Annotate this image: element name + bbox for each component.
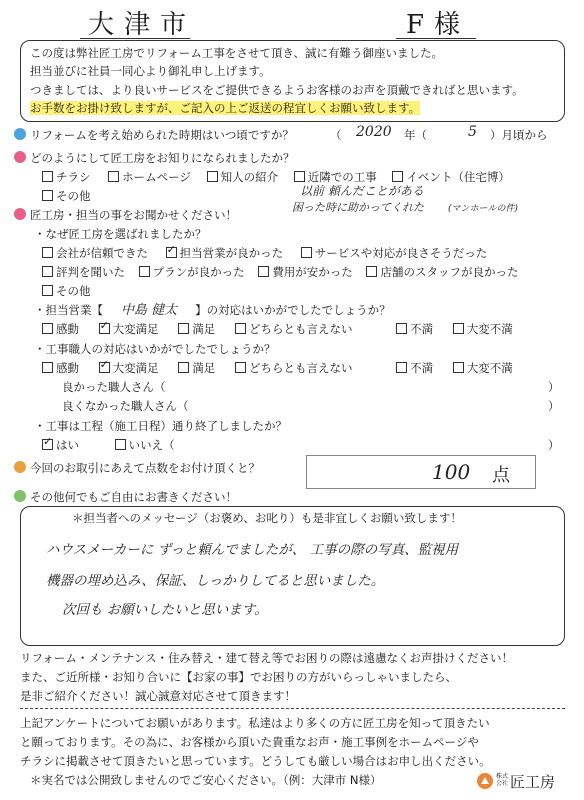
q2-option: イベント（住宅博） xyxy=(406,170,510,184)
customer-city: 大津市 xyxy=(88,10,197,40)
rating-label: 感動 xyxy=(56,322,79,336)
q3-schedule-question: ・工事は工程（施工日程）通り終了しましたか？ xyxy=(34,419,287,433)
checkbox[interactable] xyxy=(108,171,119,182)
score-unit: 点 xyxy=(492,465,510,486)
q2-option: チラシ xyxy=(56,170,91,184)
q3-text: 匠工房・担当の事をお聞かせください！ xyxy=(30,208,237,222)
question-4 xyxy=(14,461,260,475)
close-paren: ） xyxy=(548,399,560,413)
checkbox-checked[interactable] xyxy=(99,323,110,334)
flower-icon xyxy=(14,490,26,502)
rating-label: 感動 xyxy=(56,361,79,375)
q2-other xyxy=(42,189,91,203)
sales-pre: ・担当営業【 xyxy=(34,303,103,317)
checkbox-checked[interactable] xyxy=(166,247,177,258)
checkbox[interactable] xyxy=(42,266,53,277)
rating-label: どちらとも言えない xyxy=(248,361,353,375)
question-5 xyxy=(14,490,237,504)
checkbox[interactable] xyxy=(178,323,189,334)
q1-year-label: 年（ xyxy=(404,128,427,142)
flower-icon xyxy=(14,208,26,220)
checkbox[interactable] xyxy=(139,266,150,277)
comment-handwritten: ハウスメーカーに ずっと頼んでましたが、 工事の際の写真、監視用 xyxy=(46,542,459,558)
q2-other-label: その他 xyxy=(56,189,91,203)
checkbox[interactable] xyxy=(396,323,407,334)
close-paren: ） xyxy=(548,438,560,452)
flower-icon xyxy=(14,151,26,163)
comment-box-header: ＊担当者へのメッセージ（お褒め、お叱り）も是非宜しくお願い致します！ xyxy=(72,511,462,525)
intro-line: つきましては、より良いサービスをご提供できるようお客様のお声を頂戴できればと思います。 xyxy=(30,83,524,97)
rating-label: 大変不満 xyxy=(466,361,513,375)
q2-handwritten: 困った時に助かってくれた xyxy=(292,201,424,214)
q5-text: その他何でもご自由にお書きください！ xyxy=(30,490,237,504)
reason-label: 担当営業が良かった xyxy=(179,246,284,260)
reason-label: 会社が信頼できた xyxy=(56,246,148,260)
q2-option: 知人の紹介 xyxy=(220,170,279,184)
footer-line: リフォーム・メンテナンス・住み替え・建て替え等でお困りの際は遠慮なくお声掛けください！ xyxy=(20,651,513,665)
rating-label: 満足 xyxy=(192,361,216,375)
intro-highlight: お手数をお掛け致しますが、ご記入の上ご返送の程宜しくお願い致します。 xyxy=(30,101,421,115)
checkbox[interactable] xyxy=(301,247,312,258)
rating-label: 満足 xyxy=(192,322,216,336)
checkbox-checked[interactable] xyxy=(99,362,110,373)
reason-label: 店舗のスタッフが良かった xyxy=(380,265,519,279)
comment-handwritten: 次回も お願いしたいと思います。 xyxy=(62,602,268,618)
intro-line: 担当並びに社員一同心より御礼申し上げます。 xyxy=(30,64,271,78)
reason-row-2 xyxy=(42,265,518,279)
divider xyxy=(20,708,565,709)
q2-text: どのようにして匠工房をお知りになられましたか？ xyxy=(30,151,295,165)
checkbox[interactable] xyxy=(258,266,269,277)
question-2 xyxy=(14,151,295,165)
craft-rating-row xyxy=(42,361,513,375)
checkbox[interactable] xyxy=(453,362,464,373)
q2-option: ホームページ xyxy=(122,170,191,184)
notice-line: 上記アンケートについてお願いがあります。私達はより多くの方に匠工房を知って頂きたい xyxy=(20,716,490,730)
sales-post: 】の対応はいかがでしたでしょうか？ xyxy=(195,303,391,317)
q3-craft-question: ・工事職人の対応はいかがでしたでしょうか？ xyxy=(34,342,276,356)
rating-label: 大変不満 xyxy=(466,322,513,336)
intro-line: この度は弊社匠工房でリフォーム工事をさせて頂き、誠に有難う御座いました。 xyxy=(30,46,443,60)
q3-sub1: ・なぜ匠工房を選ばれましたか？ xyxy=(34,227,207,241)
q1-open: （ xyxy=(330,128,342,142)
q2-options xyxy=(42,170,510,184)
flower-icon xyxy=(14,128,26,140)
company-logo xyxy=(476,770,576,792)
sales-rating-row xyxy=(42,322,513,336)
score-value[interactable]: 100 xyxy=(432,460,471,484)
checkbox[interactable] xyxy=(392,171,403,182)
yes-label: はい xyxy=(56,438,79,452)
good-worker-label: 良かった職人さん（ xyxy=(62,380,166,394)
checkbox[interactable] xyxy=(178,362,189,373)
checkbox[interactable] xyxy=(115,439,126,450)
checkbox[interactable] xyxy=(42,190,53,201)
rating-label: 大変満足 xyxy=(112,322,159,336)
q2-option: 近隣での工事 xyxy=(307,170,377,184)
close-paren: ） xyxy=(548,380,560,394)
notice-line: ＊実名では公開致しませんのでご安心ください。（例：大津市 N様） xyxy=(30,773,382,787)
reason-other xyxy=(42,284,91,298)
footer-line: 是非ご紹介ください！誠心誠意対応させて頂きます！ xyxy=(20,689,296,703)
flower-icon xyxy=(14,461,26,473)
reason-row-1 xyxy=(42,246,487,260)
checkbox[interactable] xyxy=(42,323,53,334)
checkbox[interactable] xyxy=(42,171,53,182)
rating-label: 不満 xyxy=(410,361,434,375)
checkbox[interactable] xyxy=(42,285,53,296)
q2-handwritten: 以前 頼んだことがある xyxy=(300,184,424,198)
logo-mark-icon xyxy=(476,772,494,790)
checkbox[interactable] xyxy=(42,247,53,258)
comment-handwritten: 機器の埋め込み、保証、しっかりしてると思いました。 xyxy=(46,573,385,589)
q2-handwritten: (マンホールの件) xyxy=(448,204,518,214)
checkbox[interactable] xyxy=(366,266,377,277)
checkbox[interactable] xyxy=(207,171,218,182)
checkbox[interactable] xyxy=(235,362,246,373)
customer-name: F様 xyxy=(406,10,471,40)
schedule-row xyxy=(42,438,175,452)
bad-worker-label: 良くなかった職人さん（ xyxy=(62,399,189,413)
checkbox[interactable] xyxy=(42,362,53,373)
underline xyxy=(396,38,476,39)
checkbox[interactable] xyxy=(453,323,464,334)
q1-month-label: ）月頃から xyxy=(490,128,548,142)
reason-label: サービスや対応が良さそうだった xyxy=(314,246,488,260)
q1-year[interactable]: 2020 xyxy=(356,124,392,140)
q1-text: リフォームを考え始められた時期はいつ頃ですか？ xyxy=(30,128,294,142)
logo-small-text: 株式 会社 xyxy=(496,773,509,787)
no-label: いいえ（ xyxy=(128,438,175,452)
notice-line: と願っております。その為に、お客様から頂いた貴重なお声・施工事例をホームページや xyxy=(20,735,479,749)
notice-line: チラシに掲載させて頂きたいと思っています。どうしても厳しい場合はお申し出ください。 xyxy=(20,754,491,768)
reason-label: 評判を聞いた xyxy=(56,265,125,279)
rating-label: 不満 xyxy=(410,322,434,336)
checkbox[interactable] xyxy=(294,171,305,182)
checkbox-checked[interactable] xyxy=(42,439,53,450)
question-3 xyxy=(14,208,237,222)
rating-label: 大変満足 xyxy=(112,361,159,375)
footer-line: また、ご近所様・お知り合いに【お家の事】でお困りの方がいらっしゃいましたら、 xyxy=(20,670,457,684)
q3-sales-question xyxy=(34,303,391,318)
reason-label: プランが良かった xyxy=(152,265,245,279)
question-1 xyxy=(14,128,294,142)
checkbox[interactable] xyxy=(396,362,407,373)
logo-main-text: 匠工房 xyxy=(510,773,556,791)
q1-month[interactable]: 5 xyxy=(468,124,477,140)
rating-label: どちらとも言えない xyxy=(248,322,353,336)
reason-other-label: その他 xyxy=(56,284,91,298)
q4-text: 今回のお取引にあえて点数をお付け頂くと？ xyxy=(30,461,260,475)
checkbox[interactable] xyxy=(235,323,246,334)
reason-label: 費用が安かった xyxy=(272,265,353,279)
underline xyxy=(80,38,190,39)
sales-name[interactable]: 中島 健太 xyxy=(121,303,178,318)
